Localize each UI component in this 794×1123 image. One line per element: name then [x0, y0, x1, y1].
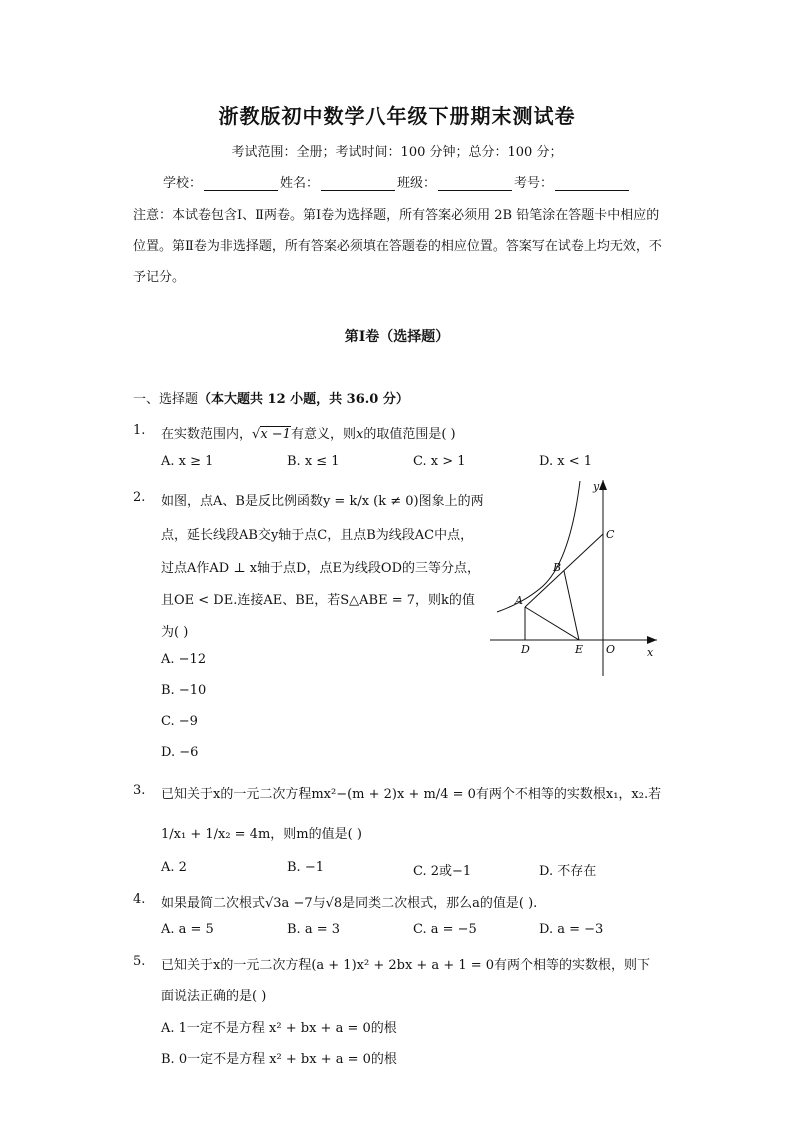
page-title: 浙教版初中数学八年级下册期末测试卷 [218, 104, 576, 128]
q3-option-c[interactable]: C. 2或−1 [413, 864, 472, 879]
q2-option-b[interactable]: B. −10 [161, 683, 207, 698]
q2-figure [485, 476, 665, 681]
q1-text-b: 有意义，则 [290, 427, 356, 442]
q3-line-1: 已知关于x的一元二次方程mx²−(m + 2)x + m/4 = 0有两个不相等的实数根x₁，x₂.若 [161, 787, 662, 802]
label-b: B [553, 561, 562, 574]
q2-line-2: 点，延长线段AB交y轴于点C，且点B为线段AC中点， [161, 528, 474, 543]
q5-number: 5. [133, 954, 146, 969]
q1-text-a: 在实数范围内， [161, 427, 253, 442]
q1-stem [161, 423, 456, 442]
exam-notice: 注意：本试卷包含Ⅰ、Ⅱ两卷。第Ⅰ卷为选择题，所有答案必须用 2B 铅笔涂在答题卡中相应的位置。第Ⅱ卷为非选择题，所有答案必须填在答题卷的相应位置。答案写在试卷上均无效，不予记分。 [133, 208, 662, 285]
q3-number: 3. [133, 783, 146, 798]
section-prefix: 一、选择题 [133, 392, 199, 407]
q5-option-a[interactable]: A. 1一定不是方程 x² + bx + a = 0的根 [161, 1021, 397, 1036]
q5-line-1: 已知关于x的一元二次方程(a + 1)x² + 2bx + a + 1 = 0有两个相等的实数根，则下 [161, 958, 651, 973]
field-class-blank[interactable] [438, 176, 512, 191]
field-number-label: 考号： [514, 176, 554, 191]
label-a: A [515, 594, 523, 607]
q2-line-5: 为( ) [161, 625, 189, 640]
q4-option-a[interactable]: A. a = 5 [161, 922, 214, 937]
field-class-label: 班级： [397, 176, 437, 191]
q1-option-b[interactable]: B. x ≤ 1 [287, 454, 340, 469]
exam-info: 考试范围：全册；考试时间：100 分钟；总分：100 分； [231, 145, 563, 160]
label-e: E [575, 643, 584, 656]
q4-option-b[interactable]: B. a = 3 [287, 922, 340, 937]
label-x: x [647, 646, 654, 659]
label-d: D [521, 643, 530, 656]
student-info-fields [163, 172, 631, 191]
q4-number: 4. [133, 892, 146, 907]
segment-be [564, 571, 579, 640]
q1-option-c[interactable]: C. x > 1 [413, 454, 466, 469]
label-c: C [606, 528, 615, 541]
field-name-label: 姓名： [280, 176, 320, 191]
q2-option-a[interactable]: A. −12 [161, 652, 207, 667]
q4-option-c[interactable]: C. a = −5 [413, 922, 477, 937]
q2-line-4: 且OE < DE.连接AE、BE，若S△ABE = 7，则k的值 [161, 593, 475, 608]
q1-number: 1. [133, 423, 146, 438]
q4-stem: 如果最简二次根式√3a −7与√8是同类二次根式，那么a的值是( ). [161, 896, 538, 911]
q4-option-d[interactable]: D. a = −3 [539, 922, 604, 937]
q2-option-d[interactable]: D. −6 [161, 745, 199, 760]
q3-option-d[interactable]: D. 不存在 [539, 864, 597, 879]
q1-var: x [355, 427, 364, 442]
q2-number: 2. [133, 490, 146, 505]
q3-line-2: 1/x₁ + 1/x₂ = 4m，则m的值是( ) [161, 827, 362, 842]
sqrt-symbol: √ [252, 427, 261, 442]
y-axis-arrow [599, 480, 607, 490]
field-school-label: 学校： [163, 176, 203, 191]
q3-option-a[interactable]: A. 2 [161, 860, 187, 875]
field-school-blank[interactable] [204, 176, 278, 191]
q1-text-c: 的取值范围是( ) [363, 427, 456, 442]
q1-option-d[interactable]: D. x < 1 [539, 454, 592, 469]
q5-option-b[interactable]: B. 0一定不是方程 x² + bx + a = 0的根 [161, 1052, 397, 1067]
label-y: y [593, 480, 600, 493]
section-heading [133, 388, 409, 407]
field-name-blank[interactable] [321, 176, 395, 191]
q1-radicand: x −1 [260, 427, 291, 442]
field-number-blank[interactable] [555, 176, 629, 191]
segment-ac [525, 534, 603, 607]
q2-line-1: 如图，点A、B是反比例函数y = k/x (k ≠ 0)图象上的两 [161, 494, 484, 509]
q5-line-2: 面说法正确的是( ) [161, 989, 267, 1004]
q2-option-c[interactable]: C. −9 [161, 714, 198, 729]
label-o: O [606, 643, 616, 656]
part1-title: 第Ⅰ卷（选择题） [344, 329, 450, 345]
q2-line-3: 过点A作AD ⊥ x轴于点D，点E为线段OD的三等分点， [161, 561, 481, 576]
x-axis-arrow [647, 636, 657, 644]
section-detail: （本大题共 12 小题，共 36.0 分） [198, 392, 409, 407]
segment-ae [525, 607, 579, 640]
q1-option-a[interactable]: A. x ≥ 1 [161, 454, 214, 469]
hyperbola-curve [497, 481, 580, 612]
q3-option-b[interactable]: B. −1 [287, 860, 324, 875]
